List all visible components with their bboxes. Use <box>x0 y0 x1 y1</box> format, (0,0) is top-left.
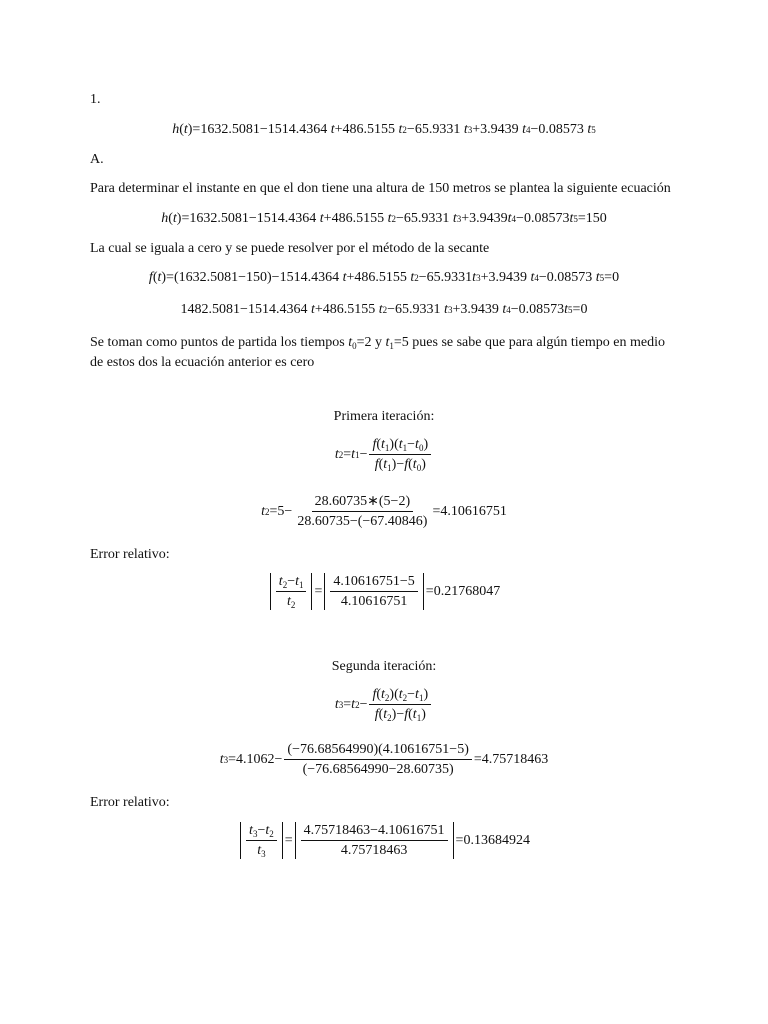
relative-error-1: $\frac{t_2-t_1}{t_2}$ = $\frac{4.10616751-5}{4.10616751}$ = 0.21768047 <box>0 573 768 610</box>
secant-formula-2: t 3 = t 2 − $\frac{f(t_2)(t_2-t_1)}{f(t_2)-f(t_1)}$ <box>0 686 768 723</box>
error-label-1: Error relativo: <box>90 547 170 562</box>
height-equals-equation: h ( t )= 1632.5081 − 1514.4364 t + 486.5155 t 2 − 65.9331 t 3 + 3.9439 t 4 − 0.08573 t 5 = 150 <box>161 211 607 226</box>
height-equation: h ( t )= 1632.5081 − 1514.4364 t + 486.5155 t 2 − 65.9331 t 3 + 3.9439 t 4 − 0.08573 t 5 <box>172 122 596 137</box>
f-simplified-equation: 1482.5081 − 1514.4364 t + 486.5155 t 2 − 65.9331 t 3 + 3.9439 t 4 − 0.08573 t 5 = 0 <box>180 302 588 317</box>
relative-error-2: $\frac{t_3-t_2}{t_3}$ = $\frac{4.75718463-4.10616751}{4.75718463}$ = 0.13684924 <box>0 822 768 859</box>
secant-substitution-2: t 3 = 4.1062− $\frac{(-76.68564990)(4.10616751-5)}{(-76.68564990-28.60735)}$ = 4.75718463 <box>219 742 549 777</box>
iteration-2-title: Segunda iteración: <box>331 659 437 674</box>
error-label-2: Error relativo: <box>90 795 170 810</box>
section-number: 1. <box>90 92 101 107</box>
f-equation: f ( t )= (1632.5081−150) − 1514.4364 t + 486.5155 t 2 − 65.9331 t 3 + 3.9439 t 4 − 0.08573 t 5 = 0 <box>148 270 620 285</box>
part-label: A. <box>90 152 104 167</box>
starting-points-text: Se toman como puntos de partida los tiempos $t_0=2$ y $t_1=5$ pues se sabe que para algún tiempo en medio de estos dos la ecuación anterior es cero <box>90 335 665 370</box>
intro-text: Para determinar el instante en que el don tiene una altura de 150 metros se plantea la siguiente ecuación <box>90 181 671 196</box>
secant-text: La cual se iguala a cero y se puede resolver por el método de la secante <box>90 241 490 256</box>
secant-formula-1: t 2 = t 1 − $\frac{f(t_1)(t_1-t_0)}{f(t_1)-f(t_0)}$ <box>0 436 768 473</box>
secant-substitution-1: t 2 = 5− $\frac{28.60735∗(5-2)}{28.60735-(-67.40846)}$ = 4.10616751 <box>261 494 507 529</box>
iteration-1-title: Primera iteración: <box>333 409 435 424</box>
